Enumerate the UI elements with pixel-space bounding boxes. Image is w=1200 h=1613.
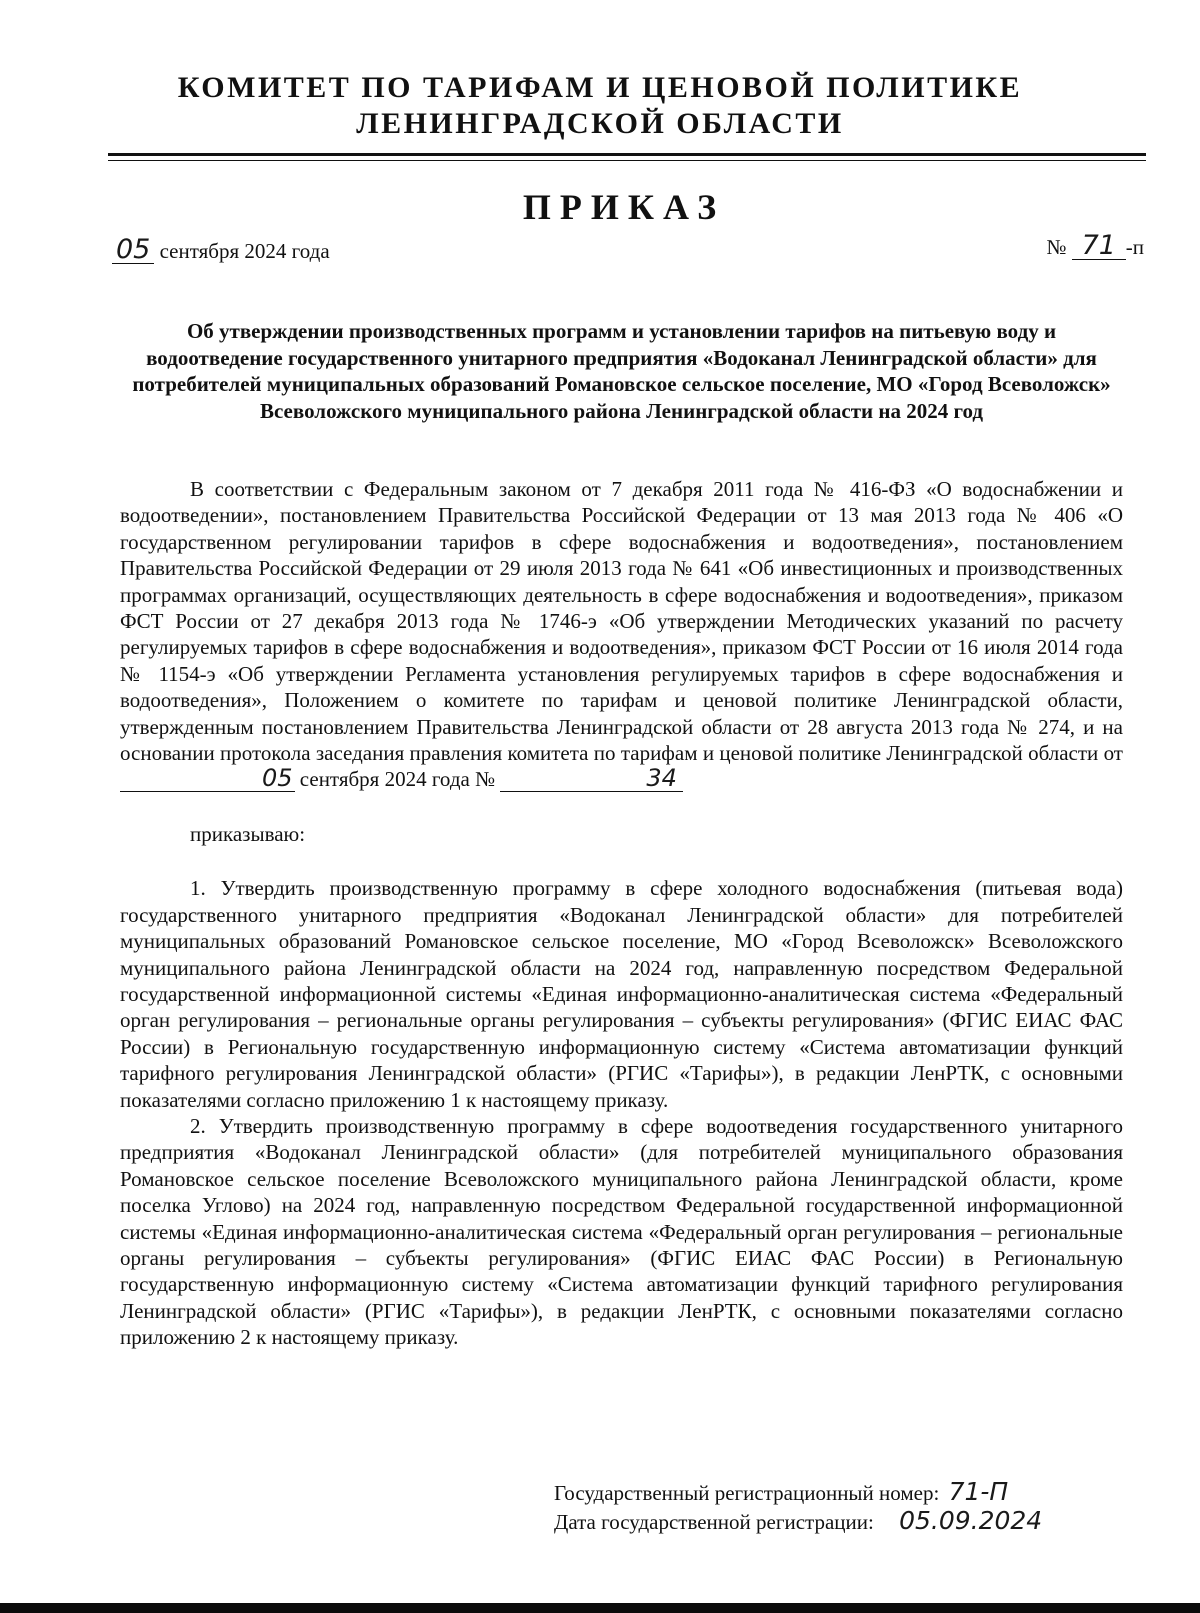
order-subject: Об утверждении производственных программ и установлении тарифов на питьевую воду и водоотведение государственного унитарного предприятия «Водоканал Ленинградской области» для потребителей муниципальных образований Романовское сельское поселение, МО «Город Всеволожск» Всеволожского муниципального района Ленинградской области на 2024 год [132, 319, 1111, 423]
order-date [112, 234, 330, 265]
registration-number-value: 71-П [948, 1477, 1009, 1506]
item-1: 1. Утвердить производственную программу в сфере холодного водоснабжения (питьевая вода) государственного унитарного предприятия «Водоканал Ленинградской области» для потребителей муниципальных образований Романовское сельское поселение, МО «Город Всеволожск» Всеволожского муниципального района Ленинградской области на 2024 год, направленную посредством Федеральной государственной информационной системы «Единая информационно-аналитическая система «Федеральный орган регулирования – региональные органы регулирования – субъекты регулирования» (ФГИС ЕИАС ФАС России) в Региональную государственную информационную систему «Система автоматизации функций тарифного регулирования Ленинградской области» (РГИС «Тарифы»), в редакции ЛенРТК, с основными показателями согласно приложению 1 к настоящему приказу. [120, 876, 1123, 1112]
registration-date-value: 05.09.2024 [899, 1506, 1043, 1535]
committee-header-line-1: КОМИТЕТ ПО ТАРИФАМ И ЦЕНОВОЙ ПОЛИТИКЕ [177, 71, 1023, 104]
handwritten-protocol-number: 34 [646, 764, 677, 793]
protocol-mid-text: сентября 2024 года № [299, 767, 496, 792]
number-suffix: -п [1125, 235, 1144, 259]
order-word: приказываю: [190, 821, 306, 846]
committee-header [110, 70, 1090, 142]
registration-date-label: Дата государственной регистрации: [554, 1510, 874, 1534]
registration-date-row [554, 1507, 1042, 1536]
header-divider-thin [108, 160, 1146, 161]
handwritten-day: 05 [116, 234, 151, 265]
registration-number-label: Государственный регистрационный номер: [554, 1481, 940, 1505]
committee-header-line-2: ЛЕНИНГРАДСКОЙ ОБЛАСТИ [356, 107, 844, 140]
number-sign: № [1046, 235, 1067, 259]
header-divider-thick [108, 153, 1146, 156]
date-month-year: сентября 2024 года [159, 239, 330, 263]
registration-number-row [554, 1478, 1042, 1507]
preamble-text: В соответствии с Федеральным законом от 7 декабря 2011 года № 416-ФЗ «О водоснабжении и водоотведении», постановлением Правительства Российской Федерации от 13 мая 2013 года № 406 «О государственном регулировании тарифов в сфере водоснабжения и водоотведения», постановлением Правительства Российской Федерации от 29 июля 2013 года № 641 «Об инвестиционных и производственных программах организаций, осуществляющих деятельность в сфере водоснабжения и водоотведения», приказом ФСТ России от 27 декабря 2013 года № 1746-э «Об утверждении Методических указаний по расчету регулируемых тарифов в сфере водоснабжения и водоотведения», приказом ФСТ России от 16 июля 2014 года № 1154-э «Об утверждении Регламента установления регулируемых тарифов в сфере водоснабжения и водоотведения», Положением о комитете по тарифам и ценовой политике Ленинградской области, утвержденным постановлением Правительства Ленинградской области от 28 августа 2013 года № 274, и на основании протокола заседания правления комитета по тарифам и ценовой политике Ленинградской области от [120, 477, 1123, 766]
item-2: 2. Утвердить производственную программу в сфере водоотведения государственного унитарного предприятия «Водоканал Ленинградской области» (для потребителей муниципального образования Романовское сельское поселение Всеволожского муниципального района Ленинградской области, кроме поселка Углово) на 2024 год, направленную посредством Федеральной государственной информационной системы «Единая информационно-аналитическая система «Федеральный орган регулирования – региональные органы регулирования – субъекты регулирования» (ФГИС ЕИАС ФАС России) в Региональную государственную информационную систему «Система автоматизации функций тарифного регулирования Ленинградской области» (РГИС «Тарифы»), в редакции ЛенРТК, с основными показателями согласно приложению 2 к настоящему приказу. [120, 1113, 1123, 1350]
handwritten-protocol-day: 05 [262, 764, 293, 793]
registration-block [554, 1478, 1042, 1536]
preamble-paragraph [120, 476, 1123, 793]
handwritten-number: 71 [1081, 230, 1116, 261]
scan-bottom-edge [0, 1603, 1200, 1613]
order-number [1046, 230, 1144, 261]
order-body [120, 476, 1123, 1351]
document-title: ПРИКАЗ [522, 187, 726, 227]
